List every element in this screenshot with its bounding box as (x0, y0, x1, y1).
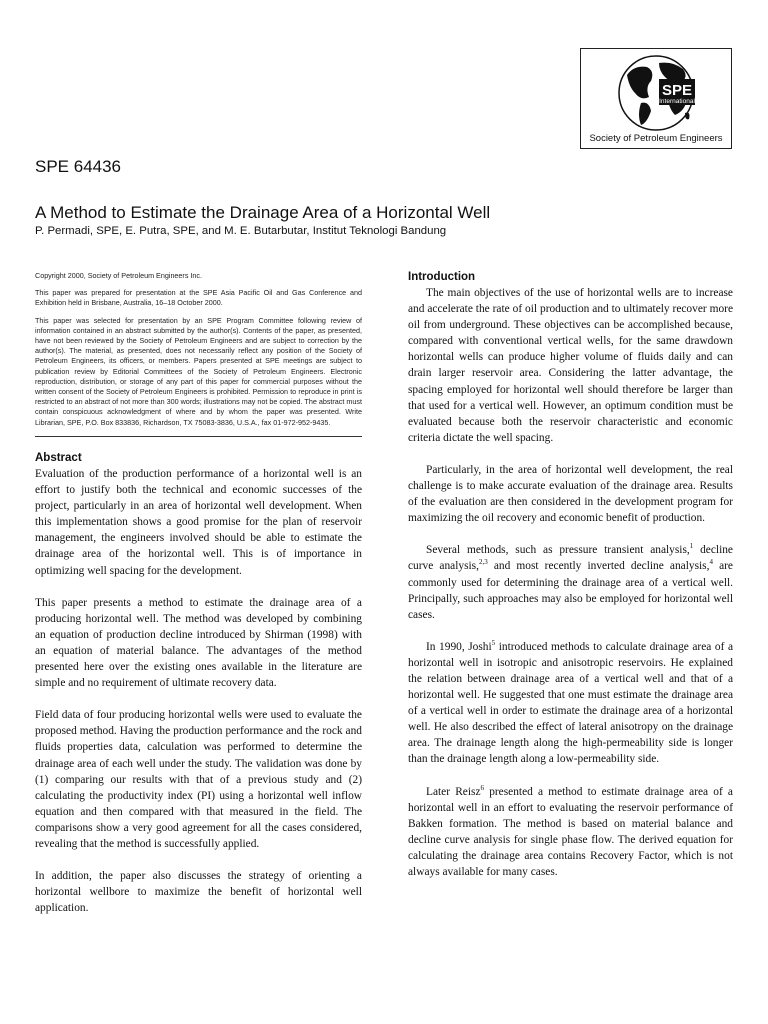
intro-text: Several methods, such as pressure transient analysis, (426, 544, 690, 557)
copyright-line: Copyright 2000, Society of Petroleum Engineers Inc. (35, 271, 203, 280)
citation-ref: 6 (480, 783, 485, 792)
abstract-paragraph: Evaluation of the production performance of a horizontal well is an effort to justify both the technical and economic successes of the project, particularly in an area of horizontal well development. When this implementation shows a good promise for the plan of reservoir management, the engineers involved should be able to estimate the drainage area of the horizontal well. This is of importance in optimizing well spacing for the development. (35, 468, 362, 577)
intro-text: introduced methods to calculate drainage area of a horizontal well in isotropic and anisotropic reservoirs. He explained the relation between drainage area of a vertical well and that of a horizontal well. He suggested that one must estimate the drainage area of a vertical well in order to estimate the drainage area of a horizontal well. He also described the effect of lateral anisotropy on the drainage area. The drainage length along the high-permeability side is longer than the drainage length along a low-permeability side. (408, 640, 734, 766)
abstract-section (35, 452, 362, 932)
intro-text: presented a method to estimate drainage area of a horizontal well in an effort to evaluating the reservoir performance of Bakken formation. The method is based on material balance and decline curve analysis for single phase flow. The derived equation for calculating the drainage area contains Recovery Factor, which is not always available for many cases. (408, 785, 733, 878)
intro-paragraph (408, 784, 733, 881)
paper-number: SPE 64436 (35, 157, 122, 176)
conference-note: This paper was prepared for presentation at the SPE Asia Pacific Oil and Gas Conference and Exhibition held in Brisbane, Australia, 16–18 October 2000. (35, 288, 362, 308)
citation-ref: 5 (491, 638, 496, 647)
intro-text: and most recently inverted decline analysis, (487, 560, 710, 573)
copyright-notice (35, 271, 362, 437)
review-disclaimer: This paper was selected for presentation by an SPE Program Committee following review of information contained in an abstract submitted by the author(s). Contents of the paper, as presented, have not been reviewed by the Society of Petroleum Engineers and are subject to correction by the author(s). The material, as presented, does not necessarily reflect any position of the Society of Petroleum Engineers, its officers, or members. Papers presented at SPE meetings are subject to publication review by Editorial Committees of the Society of Petroleum Engineers. Electronic reproduction, distribution, or storage of any part of this paper for commercial purposes without the written consent of the Society of Petroleum Engineers is prohibited. Permission to reproduce in print is restricted to an abstract of not more than 300 words; illustrations may not be copied. The abstract must contain conspicuous acknowledgment of where and by whom the paper was presented. Write Librarian, SPE, P.O. Box 833836, Richardson, TX 75083-3836, U.S.A., fax 01-972-952-9435. (35, 315, 362, 427)
spe-logo (580, 48, 732, 149)
introduction-section (408, 271, 733, 896)
intro-text: Later Reisz (426, 785, 481, 798)
intro-paragraph (408, 542, 733, 622)
intro-paragraph: Particularly, in the area of horizontal well development, the real challenge is to make accurate evaluation of the drainage area. Results of the evaluation are then considered in the development program for maximizing the oil recovery and economic benefit of production. (408, 463, 733, 525)
intro-paragraph (408, 639, 733, 768)
logo-brand: SPE (661, 82, 693, 99)
citation-ref: 1 (689, 542, 694, 551)
intro-text: In 1990, Joshi (426, 640, 492, 653)
paper-authors: P. Permadi, SPE, E. Putra, SPE, and M. E. Butarbutar, Institut Teknologi Bandung (35, 225, 447, 237)
introduction-heading: Introduction (408, 271, 476, 283)
abstract-paragraph: In addition, the paper also discusses the strategy of orienting a horizontal wellbore to maximize the benefit of horizontal well application. (35, 870, 362, 915)
intro-paragraph: The main objectives of the use of horizontal wells are to increase and accelerate the rate of oil production and to ultimately recover more oil from underground. These objectives can be accomplished because, compared with conventional vertical wells, for the same drawdown horizontal wells can produce higher volume of fluids daily and can drain larger reservoir area. Considering the latter advantage, the spacing employed for horizontal well should therefore be larger than that used for a vertical well. However, an optimum condition must be evaluated because both the reservoir characteristic and economic criteria dictate the well spacing. (408, 287, 733, 444)
citation-ref: 2,3 (478, 558, 488, 567)
abstract-paragraph: This paper presents a method to estimate the drainage area of a producing horizontal well. The method was developed by combining an equation of production decline introduced by Shirman (1998) with an equation of material balance. The advantages of the method presented here over the existing ones available in the literature are simple and no requirement of ultimate recovery data. (35, 596, 362, 690)
intro-text: are commonly used for determining the drainage area of a vertical well. Principally, such approaches may also be employed for horizontal well cases. (408, 560, 733, 621)
intro-text: decline curve analysis, (408, 544, 733, 573)
abstract-heading: Abstract (35, 452, 82, 464)
globe-icon (589, 53, 724, 133)
paper-title: A Method to Estimate the Drainage Area of a Horizontal Well (35, 203, 491, 222)
logo-caption: Society of Petroleum Engineers (589, 133, 723, 144)
logo-sub: International (659, 98, 695, 105)
citation-ref: 4 (709, 558, 713, 567)
abstract-paragraph: Field data of four producing horizontal wells were used to evaluate the proposed method. Having the production performance and the rock and fluids properties data, calculation was performed to determine the drainage area of each well under the study. The validation was done by (1) comparing our results with that of a previous study and (2) calculating the productivity index (PI) using a horizontal well inflow equation and then compared with that measured in the field. The comparisons show a very good agreement for all the cases considered, revealing that the method is successfully applied. (35, 709, 362, 850)
